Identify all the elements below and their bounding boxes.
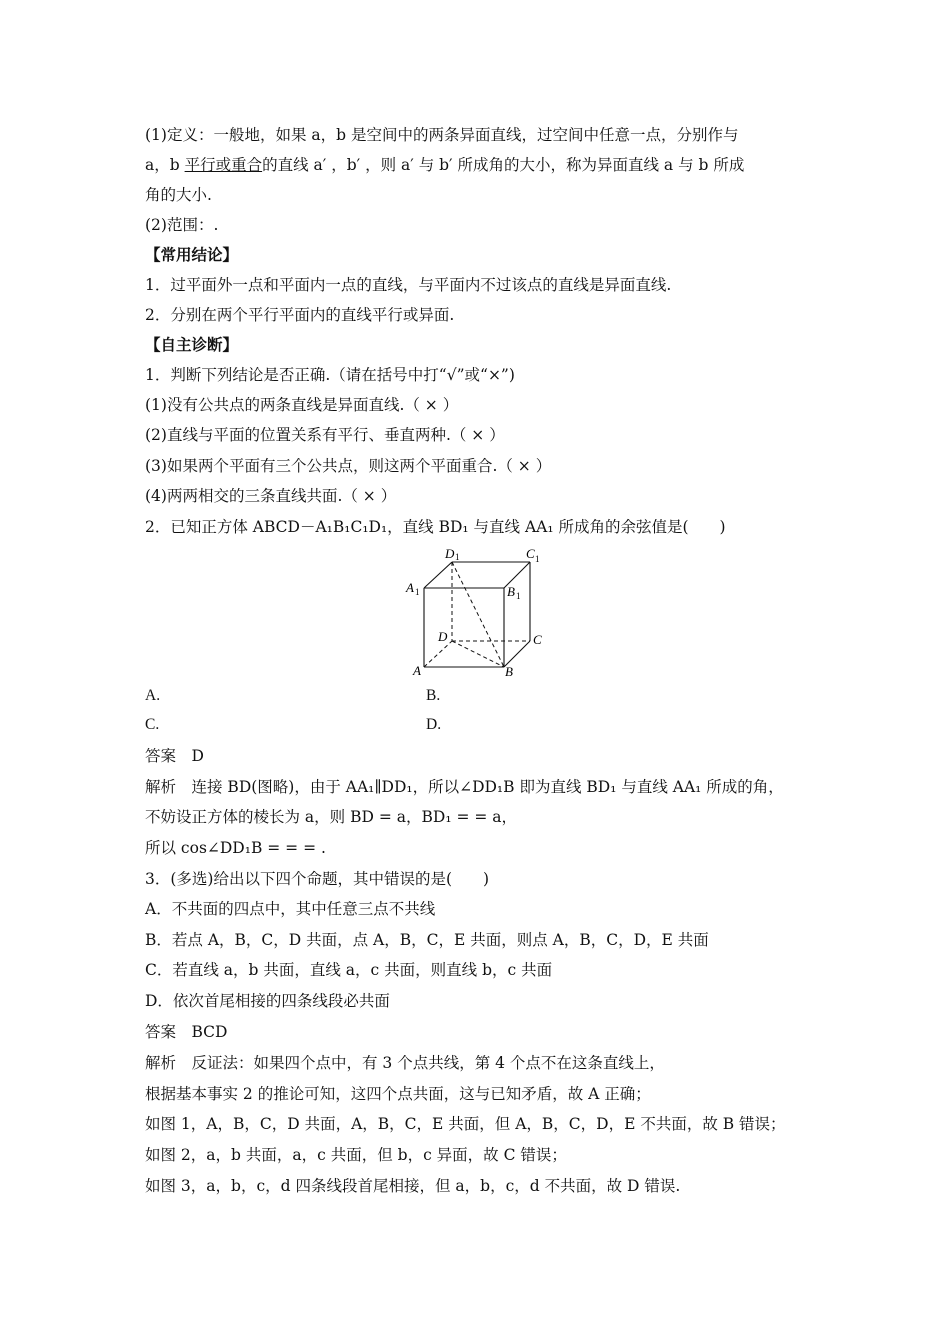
question-3-option-d: D．依次首尾相接的四条线段必共面 [145, 992, 390, 1010]
statement-2: (2)直线与平面的位置关系有平行、垂直两种.（ × ） [145, 426, 505, 444]
option-d: D. [426, 716, 442, 733]
question-3: 3．(多选)给出以下四个命题，其中错误的是( ) [145, 870, 490, 888]
svg-text:1: 1 [455, 552, 460, 562]
label-D: D [438, 629, 448, 644]
svg-text:1: 1 [535, 554, 540, 564]
label-C: C [533, 632, 542, 647]
statement-1: (1)没有公共点的两条直线是异面直线.（ × ） [145, 396, 459, 414]
cube-figure [400, 545, 560, 680]
label-A: A [413, 663, 421, 678]
question-2: 2．已知正方体 ABCD－A₁B₁C₁D₁，直线 BD₁ 与直线 AA₁ 所成角的余弦值是( ) [145, 518, 726, 536]
question-3-option-b: B．若点 A，B，C，D 共面，点 A，B，C，E 共面，则点 A，B，C，D，E 共面 [145, 931, 709, 949]
range-line: (2)范围：. [145, 216, 219, 234]
label-D1: D [445, 546, 455, 561]
statement-4: (4)两两相交的三条直线共面.（ × ） [145, 487, 397, 505]
answer-3: 答案 BCD [145, 1023, 228, 1041]
analysis-3-line-5: 如图 3，a，b，c，d 四条线段首尾相接，但 a，b，c，d 不共面，故 D 错误. [145, 1177, 681, 1195]
definition-line-2: a，b 平行或重合的直线 a′ ，b′ ，则 a′ 与 b′ 所成角的大小，称为异面直线 a 与 b 所成 [145, 156, 745, 174]
question-1: 1．判断下列结论是否正确.（请在括号中打“√”或“×”) [145, 366, 515, 384]
label-B: B [505, 664, 513, 679]
label-B1: B [507, 584, 515, 599]
analysis-2-line-2: 不妨设正方体的棱长为 a，则 BD = a，BD₁ = = a， [145, 808, 518, 826]
question-3-option-a: A．不共面的四点中，其中任意三点不共线 [145, 900, 436, 918]
svg-text:1: 1 [415, 587, 420, 597]
analysis-3-line-4: 如图 2，a，b 共面，a，c 共面，但 b，c 异面，故 C 错误； [145, 1146, 567, 1164]
underlined-term: 平行或重合 [184, 156, 263, 174]
option-c: C. [145, 716, 160, 733]
section-heading-diagnosis: 【自主诊断】 [145, 336, 239, 354]
analysis-3-line-2: 根据基本事实 2 的推论可知，这四个点共面，这与已知矛盾，故 A 正确； [145, 1085, 651, 1103]
definition-line-1: (1)定义：一般地，如果 a，b 是空间中的两条异面直线，过空间中任意一点，分别作与 [145, 126, 739, 144]
conclusion-2: 2．分别在两个平行平面内的直线平行或异面. [145, 306, 455, 324]
answer-2: 答案 D [145, 747, 204, 765]
option-b: B. [426, 687, 441, 704]
analysis-3-line-1: 解析 反证法：如果四个点中，有 3 个点共线，第 4 个点不在这条直线上， [145, 1054, 665, 1072]
label-A1: A [406, 580, 414, 595]
svg-text:1: 1 [516, 591, 521, 601]
question-3-option-c: C．若直线 a，b 共面，直线 a，c 共面，则直线 b，c 共面 [145, 961, 553, 979]
analysis-2-line-1: 解析 连接 BD(图略)，由于 AA₁∥DD₁，所以∠DD₁B 即为直线 BD₁ 与直线 AA₁ 所成的角， [145, 778, 784, 796]
definition-line-3: 角的大小. [145, 186, 212, 204]
label-C1: C [526, 546, 535, 561]
analysis-2-line-3: 所以 cos∠DD₁B = = = . [145, 839, 326, 857]
analysis-3-line-3: 如图 1，A，B，C，D 共面，A，B，C，E 共面，但 A，B，C，D，E 不共面，故 B 错误； [145, 1115, 786, 1133]
conclusion-1: 1．过平面外一点和平面内一点的直线，与平面内不过该点的直线是异面直线. [145, 276, 672, 294]
section-heading-conclusions: 【常用结论】 [145, 246, 239, 264]
option-a: A. [145, 687, 161, 704]
statement-3: (3)如果两个平面有三个公共点，则这两个平面重合.（ × ） [145, 457, 552, 475]
